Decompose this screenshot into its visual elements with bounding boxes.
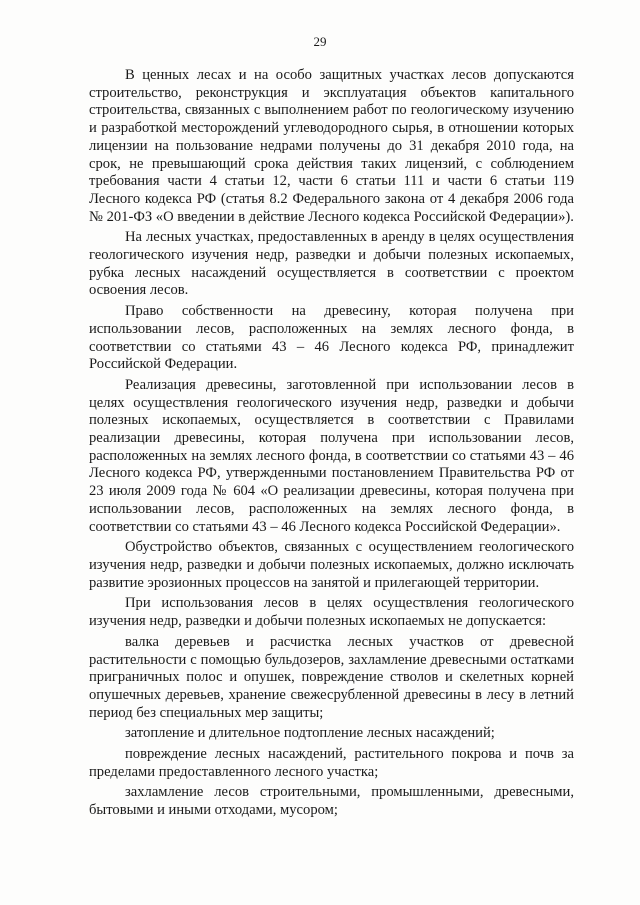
paragraph: Право собственности на древесину, которая получена при использовании лесов, расположенных на землях лесного фонда, в соответствии со статьями 43 – 46 Лесного кодекса РФ, принадлежит Российской Федерации. xyxy=(89,303,574,373)
paragraph: На лесных участках, предоставленных в аренду в целях осуществления геологического изучения недр, разведки и добычи полезных ископаемых, рубка лесных насаждений осуществляется в соответствии с проектом освоения лесов. xyxy=(89,229,574,299)
paragraph: валка деревьев и расчистка лесных участков от древесной растительности с помощью бульдозеров, захламление древесными остатками приграничных полос и опушек, повреждение стволов и скелетных корней опушечных деревьев, хранение свежесрубленной древесины в лесу в летний период без специальных мер защиты; xyxy=(89,633,574,721)
page-number: 29 xyxy=(313,34,327,49)
paragraph: повреждение лесных насаждений, растительного покрова и почв за пределами предоставленного лесного участка; xyxy=(89,746,574,780)
paragraph: При использования лесов в целях осуществления геологического изучения недр, разведки и добычи полезных ископаемых не допускается: xyxy=(89,595,574,630)
paragraph: Обустройство объектов, связанных с осуществлением геологического изучения недр, разведки и добычи полезных ископаемых, должно исключать развитие эрозионных процессов на занятой и прилегающей территории. xyxy=(89,539,574,591)
paragraph: Реализация древесины, заготовленной при использовании лесов в целях осуществления геологического изучения недр, разведки и добычи полезных ископаемых, осуществляется в соответствии с Правилами реализации древесины, которая получена при использовании лесов, расположенных на землях лесного фонда, в соответствии со статьями 43 – 46 Лесного кодекса РФ, утвержденными постановлением Правительства РФ от 23 июля 2009 года № 604 «О реализации древесины, которая получена при использовании лесов, расположенных на землях лесного фонда, в соответствии со статьями 43 – 46 Лесного кодекса Российской Федерации». xyxy=(89,376,574,535)
paragraph: захламление лесов строительными, промышленными, древесными, бытовыми и иными отходами, мусором; xyxy=(89,784,574,819)
paragraph: В ценных лесах и на особо защитных участках лесов допускаются строительство, реконструкция и эксплуатация объектов капитального строительства, связанных с выполнением работ по геологическому изучению и разработкой месторождений углеводородного сырья, в отношении которых лицензии на пользование недрами получены до 31 декабря 2010 года, на срок, не превышающий срока действия таких лицензий, с соблюдением требования части 4 статьи 12, части 6 статьи 111 и части 6 статьи 119 Лесного кодекса РФ (статья 8.2 Федерального закона от 4 декабря 2006 года № 201-ФЗ «О введении в действие Лесного кодекса Российской Федерации»). xyxy=(89,67,574,225)
document-body xyxy=(89,67,574,820)
paragraph: затопление и длительное подтопление лесных насаждений; xyxy=(125,725,495,742)
